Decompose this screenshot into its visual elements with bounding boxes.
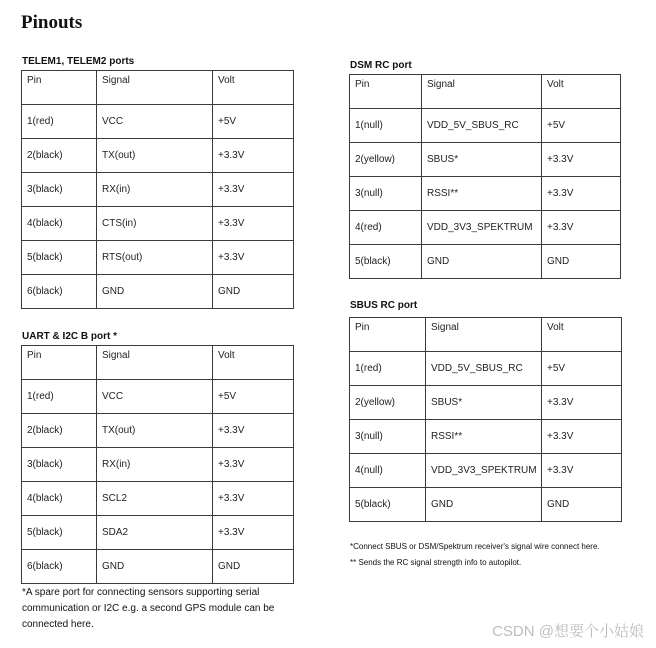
signal-cell: SCL2 <box>97 482 213 516</box>
table-row <box>22 207 294 241</box>
volt-cell: +3.3V <box>213 173 294 207</box>
volt-cell: +5V <box>542 109 621 143</box>
signal-cell: SBUS* <box>426 386 542 420</box>
signal-cell: TX(out) <box>97 139 213 173</box>
header-pin: Pin <box>350 75 422 109</box>
pin-cell: 4(red) <box>350 211 422 245</box>
sbus-footnote-1: *Connect SBUS or DSM/Spektrum receiver's signal wire connect here. <box>350 542 600 551</box>
signal-cell: RSSI** <box>426 420 542 454</box>
table-row <box>22 241 294 275</box>
signal-cell: SBUS* <box>422 143 542 177</box>
header-signal: Signal <box>97 346 213 380</box>
sbus-section-label: SBUS RC port <box>350 300 418 311</box>
signal-cell: VDD_5V_SBUS_RC <box>422 109 542 143</box>
volt-cell: +3.3V <box>213 414 294 448</box>
volt-cell: +3.3V <box>542 386 622 420</box>
signal-cell: RX(in) <box>97 448 213 482</box>
table-row <box>22 414 294 448</box>
table-row <box>350 245 621 279</box>
volt-cell: +5V <box>213 380 294 414</box>
volt-cell: +3.3V <box>213 207 294 241</box>
pin-cell: 4(null) <box>350 454 426 488</box>
volt-cell: +3.3V <box>213 139 294 173</box>
volt-cell: +3.3V <box>542 454 622 488</box>
volt-cell: +3.3V <box>542 177 621 211</box>
table-row <box>350 352 622 386</box>
volt-cell: GND <box>213 550 294 584</box>
table-row <box>350 488 622 522</box>
volt-cell: +3.3V <box>542 143 621 177</box>
footnote-line: connected here. <box>22 619 94 630</box>
table-row <box>22 173 294 207</box>
volt-cell: +3.3V <box>213 448 294 482</box>
header-pin: Pin <box>350 318 426 352</box>
table-row <box>350 420 622 454</box>
table-row <box>350 143 621 177</box>
header-signal: Signal <box>97 71 213 105</box>
watermark: CSDN @想要个小姑娘 <box>492 623 644 640</box>
pin-cell: 5(black) <box>22 241 97 275</box>
pin-cell: 3(null) <box>350 177 422 211</box>
header-signal: Signal <box>426 318 542 352</box>
signal-cell: RSSI** <box>422 177 542 211</box>
header-signal: Signal <box>422 75 542 109</box>
telem-pinout-table <box>21 70 294 309</box>
pin-cell: 2(black) <box>22 139 97 173</box>
pin-cell: 1(null) <box>350 109 422 143</box>
uart-section-label: UART & I2C B port * <box>22 331 117 342</box>
pin-cell: 3(null) <box>350 420 426 454</box>
uart-pinout-table <box>21 345 294 584</box>
signal-cell: GND <box>426 488 542 522</box>
volt-cell: +5V <box>542 352 622 386</box>
table-row <box>22 380 294 414</box>
pin-cell: 5(black) <box>22 516 97 550</box>
pin-cell: 6(black) <box>22 550 97 584</box>
signal-cell: SDA2 <box>97 516 213 550</box>
volt-cell: GND <box>542 488 622 522</box>
page-title: Pinouts <box>21 12 83 33</box>
table-row <box>350 109 621 143</box>
pin-cell: 2(yellow) <box>350 386 426 420</box>
signal-cell: RTS(out) <box>97 241 213 275</box>
pin-cell: 5(black) <box>350 245 422 279</box>
pin-cell: 2(yellow) <box>350 143 422 177</box>
table-row <box>350 211 621 245</box>
pin-cell: 2(black) <box>22 414 97 448</box>
signal-cell: VDD_5V_SBUS_RC <box>426 352 542 386</box>
telem-section-label: TELEM1, TELEM2 ports <box>22 56 135 67</box>
pin-cell: 4(black) <box>22 482 97 516</box>
signal-cell: VDD_3V3_SPEKTRUM <box>426 454 542 488</box>
pin-cell: 1(red) <box>22 380 97 414</box>
footnote-line: communication or I2C e.g. a second GPS module can be <box>22 603 275 614</box>
table-row <box>22 482 294 516</box>
dsm-pinout-table <box>349 74 621 279</box>
sbus-footnote-2: ** Sends the RC signal strength info to autopilot. <box>350 558 522 567</box>
volt-cell: +5V <box>213 105 294 139</box>
table-header-row <box>22 71 294 105</box>
dsm-section-label: DSM RC port <box>350 60 412 71</box>
signal-cell: VCC <box>97 380 213 414</box>
header-volt: Volt <box>213 346 294 380</box>
table-row <box>350 386 622 420</box>
sbus-pinout-table <box>349 317 622 522</box>
signal-cell: GND <box>97 550 213 584</box>
volt-cell: +3.3V <box>213 482 294 516</box>
table-header-row <box>350 318 622 352</box>
pin-cell: 1(red) <box>350 352 426 386</box>
header-pin: Pin <box>22 71 97 105</box>
volt-cell: +3.3V <box>542 420 622 454</box>
signal-cell: GND <box>422 245 542 279</box>
header-volt: Volt <box>542 318 622 352</box>
signal-cell: VDD_3V3_SPEKTRUM <box>422 211 542 245</box>
volt-cell: GND <box>213 275 294 309</box>
table-header-row <box>22 346 294 380</box>
table-header-row <box>350 75 621 109</box>
table-row <box>22 516 294 550</box>
signal-cell: VCC <box>97 105 213 139</box>
pin-cell: 3(black) <box>22 448 97 482</box>
table-row <box>22 448 294 482</box>
table-row <box>350 454 622 488</box>
pin-cell: 1(red) <box>22 105 97 139</box>
table-row <box>22 275 294 309</box>
signal-cell: RX(in) <box>97 173 213 207</box>
table-row <box>350 177 621 211</box>
footnote-line: *A spare port for connecting sensors supporting serial <box>22 587 260 598</box>
pin-cell: 3(black) <box>22 173 97 207</box>
signal-cell: TX(out) <box>97 414 213 448</box>
table-row <box>22 105 294 139</box>
signal-cell: GND <box>97 275 213 309</box>
header-volt: Volt <box>542 75 621 109</box>
volt-cell: GND <box>542 245 621 279</box>
table-row <box>22 550 294 584</box>
pin-cell: 6(black) <box>22 275 97 309</box>
volt-cell: +3.3V <box>542 211 621 245</box>
table-row <box>22 139 294 173</box>
pin-cell: 4(black) <box>22 207 97 241</box>
volt-cell: +3.3V <box>213 241 294 275</box>
volt-cell: +3.3V <box>213 516 294 550</box>
signal-cell: CTS(in) <box>97 207 213 241</box>
header-volt: Volt <box>213 71 294 105</box>
pin-cell: 5(black) <box>350 488 426 522</box>
header-pin: Pin <box>22 346 97 380</box>
uart-footnote <box>22 585 312 633</box>
